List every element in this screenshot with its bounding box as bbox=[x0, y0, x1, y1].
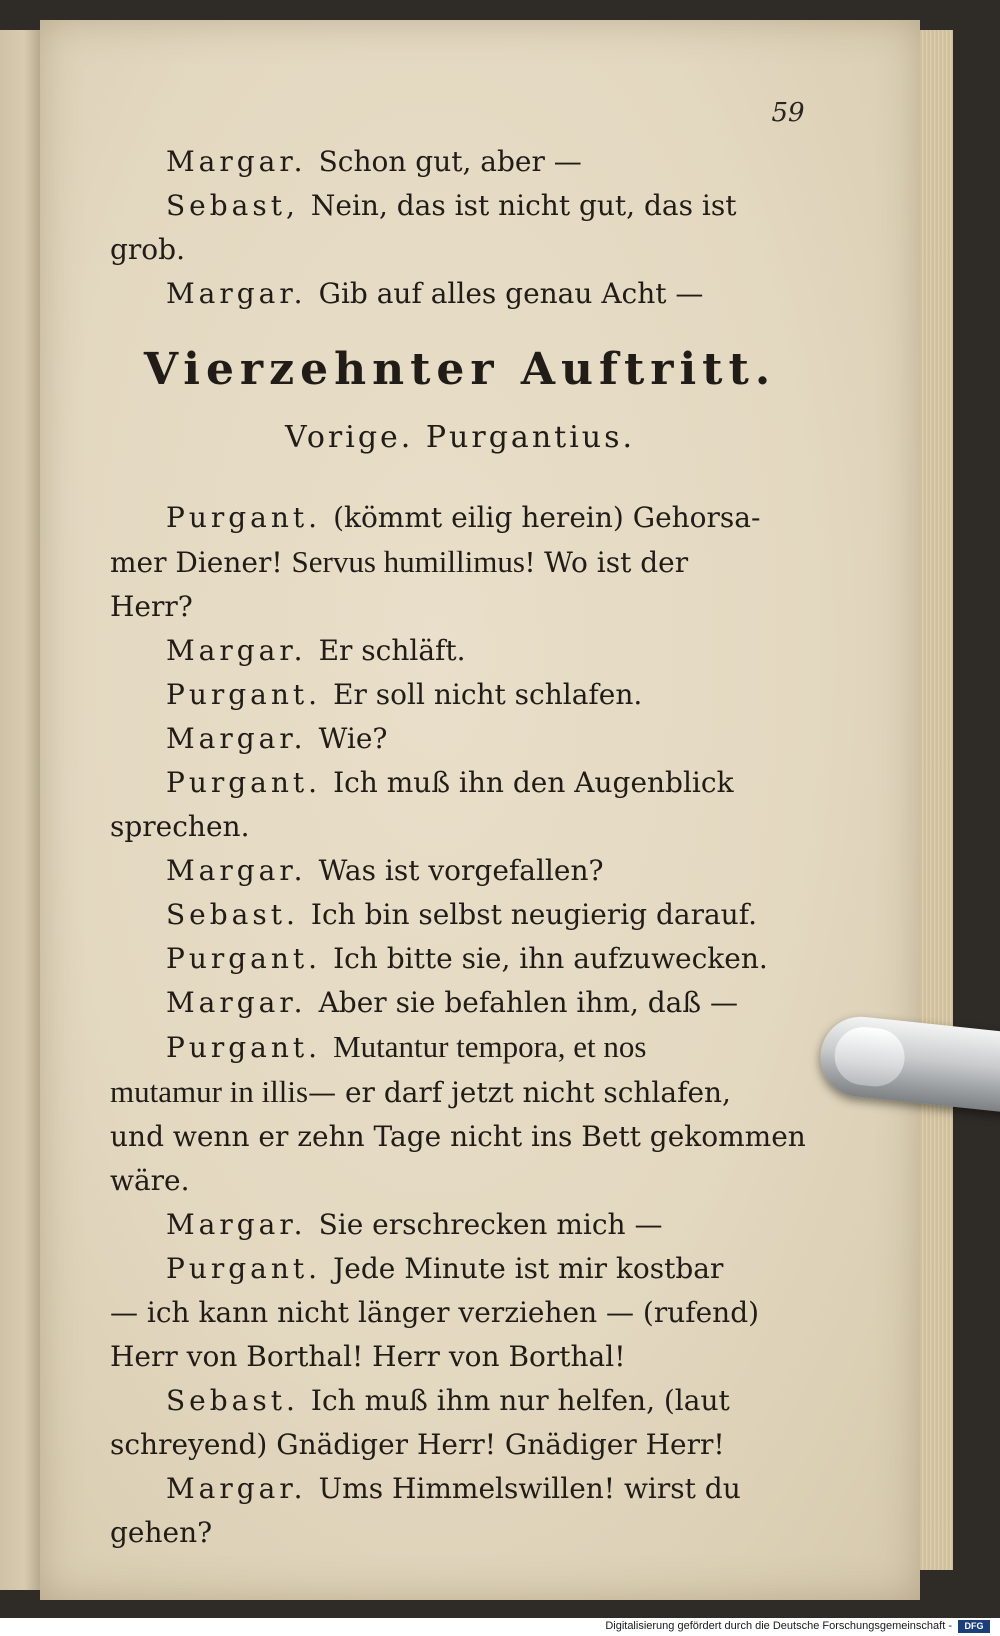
speaker-name: Sebast. bbox=[166, 898, 299, 931]
speaker-name: Sebast. bbox=[166, 1384, 299, 1417]
page-clip bbox=[795, 999, 1000, 1131]
line-text: Schon gut, aber — bbox=[318, 145, 582, 178]
previous-page-edge bbox=[0, 30, 42, 1590]
latin-phrase: Mutantur tempora, et nos bbox=[333, 1029, 647, 1064]
speaker-name: Purgant. bbox=[166, 501, 322, 534]
line-text: schreyend) Gnädiger Herr! Gnädiger Herr! bbox=[110, 1428, 725, 1461]
text-line bbox=[110, 629, 810, 673]
text-line bbox=[110, 717, 810, 761]
speaker-name: Purgant. bbox=[166, 942, 322, 975]
speaker-name: Purgant. bbox=[166, 766, 322, 799]
text-line bbox=[110, 673, 810, 717]
text-line bbox=[110, 1203, 810, 1247]
line-text: Herr? bbox=[110, 590, 193, 623]
text-line bbox=[110, 849, 810, 893]
line-text: (kömmt eilig herein) Gehorsa- bbox=[333, 501, 761, 534]
line-text: und wenn er zehn Tage nicht ins Bett gekommen bbox=[110, 1120, 806, 1153]
page-number: 59 bbox=[771, 98, 805, 128]
digitization-footer bbox=[0, 1618, 1000, 1636]
text-line bbox=[110, 1423, 810, 1467]
line-text: Nein, das ist nicht gut, das ist bbox=[310, 189, 737, 222]
cast-list: Vorige. Purgantius. bbox=[284, 420, 636, 455]
text-line bbox=[110, 1070, 810, 1115]
line-text: Aber sie befahlen ihm, daß — bbox=[318, 986, 738, 1019]
line-text: mer Diener! bbox=[110, 546, 283, 579]
text-line bbox=[110, 585, 810, 629]
text-line bbox=[110, 981, 810, 1025]
dfg-logo: DFG bbox=[958, 1620, 990, 1633]
line-text: Herr von Borthal! Herr von Borthal! bbox=[110, 1340, 626, 1373]
line-text: Ich muß ihm nur helfen, (laut bbox=[310, 1384, 730, 1417]
text-line bbox=[110, 540, 810, 585]
text-line bbox=[110, 184, 810, 228]
speaker-name: Margar. bbox=[166, 145, 307, 178]
text-line bbox=[110, 893, 810, 937]
line-text: Er schläft. bbox=[318, 634, 466, 667]
line-text: Er soll nicht schlafen. bbox=[333, 678, 643, 711]
speaker-name: Margar. bbox=[166, 1472, 307, 1505]
speaker-name: Purgant. bbox=[166, 678, 322, 711]
text-line bbox=[110, 1247, 810, 1291]
text-line bbox=[110, 805, 810, 849]
text-line bbox=[110, 140, 810, 184]
line-text: gehen? bbox=[110, 1516, 213, 1549]
line-text: Was ist vorgefallen? bbox=[318, 854, 604, 887]
speaker-name: Purgant. bbox=[166, 1252, 322, 1285]
text-line bbox=[110, 761, 810, 805]
text-line bbox=[110, 1115, 810, 1159]
text-line bbox=[110, 1291, 810, 1335]
line-text: grob. bbox=[110, 233, 185, 266]
line-text: Wie? bbox=[318, 722, 388, 755]
line-text: Ich muß ihn den Augenblick bbox=[333, 766, 734, 799]
speaker-name: Purgant. bbox=[166, 1031, 322, 1064]
text-line bbox=[110, 1511, 810, 1555]
text-line bbox=[110, 1335, 810, 1379]
text-line bbox=[110, 1025, 810, 1070]
speaker-name: Margar. bbox=[166, 854, 307, 887]
line-text: Gib auf alles genau Acht — bbox=[318, 277, 704, 310]
latin-phrase: Servus humillimus! bbox=[291, 544, 536, 579]
line-text: Ums Himmelswillen! wirst du bbox=[318, 1472, 741, 1505]
speaker-name: Margar. bbox=[166, 986, 307, 1019]
line-text: Wo ist der bbox=[544, 546, 689, 579]
text-line bbox=[110, 1379, 810, 1423]
line-text: sprechen. bbox=[110, 810, 250, 843]
line-text: Ich bin selbst neugierig darauf. bbox=[310, 898, 757, 931]
line-text: — ich kann nicht länger verziehen — (rufend) bbox=[110, 1296, 760, 1329]
line-text: Sie erschrecken mich — bbox=[318, 1208, 663, 1241]
speaker-name: Margar. bbox=[166, 277, 307, 310]
line-text: Jede Minute ist mir kostbar bbox=[333, 1252, 724, 1285]
text-line bbox=[110, 937, 810, 981]
text-line bbox=[110, 228, 810, 272]
footer-credit: Digitalisierung gefördert durch die Deutsche Forschungsgemeinschaft - bbox=[605, 1620, 952, 1632]
line-text: wäre. bbox=[110, 1164, 190, 1197]
text-line bbox=[110, 1159, 810, 1203]
page-text bbox=[110, 140, 810, 1555]
text-line bbox=[110, 496, 810, 540]
speaker-name: Margar. bbox=[166, 1208, 307, 1241]
speaker-name: Margar. bbox=[166, 634, 307, 667]
speaker-name: Sebast, bbox=[166, 189, 299, 222]
text-line bbox=[110, 1467, 810, 1511]
speaker-name: Margar. bbox=[166, 722, 307, 755]
line-text: — er darf jetzt nicht schlafen, bbox=[308, 1076, 731, 1109]
line-text: Ich bitte sie, ihn aufzuwecken. bbox=[333, 942, 768, 975]
scene-heading: Vierzehnter Auftritt. bbox=[143, 344, 777, 395]
text-line bbox=[110, 272, 810, 316]
latin-phrase: mutamur in illis bbox=[110, 1074, 309, 1109]
